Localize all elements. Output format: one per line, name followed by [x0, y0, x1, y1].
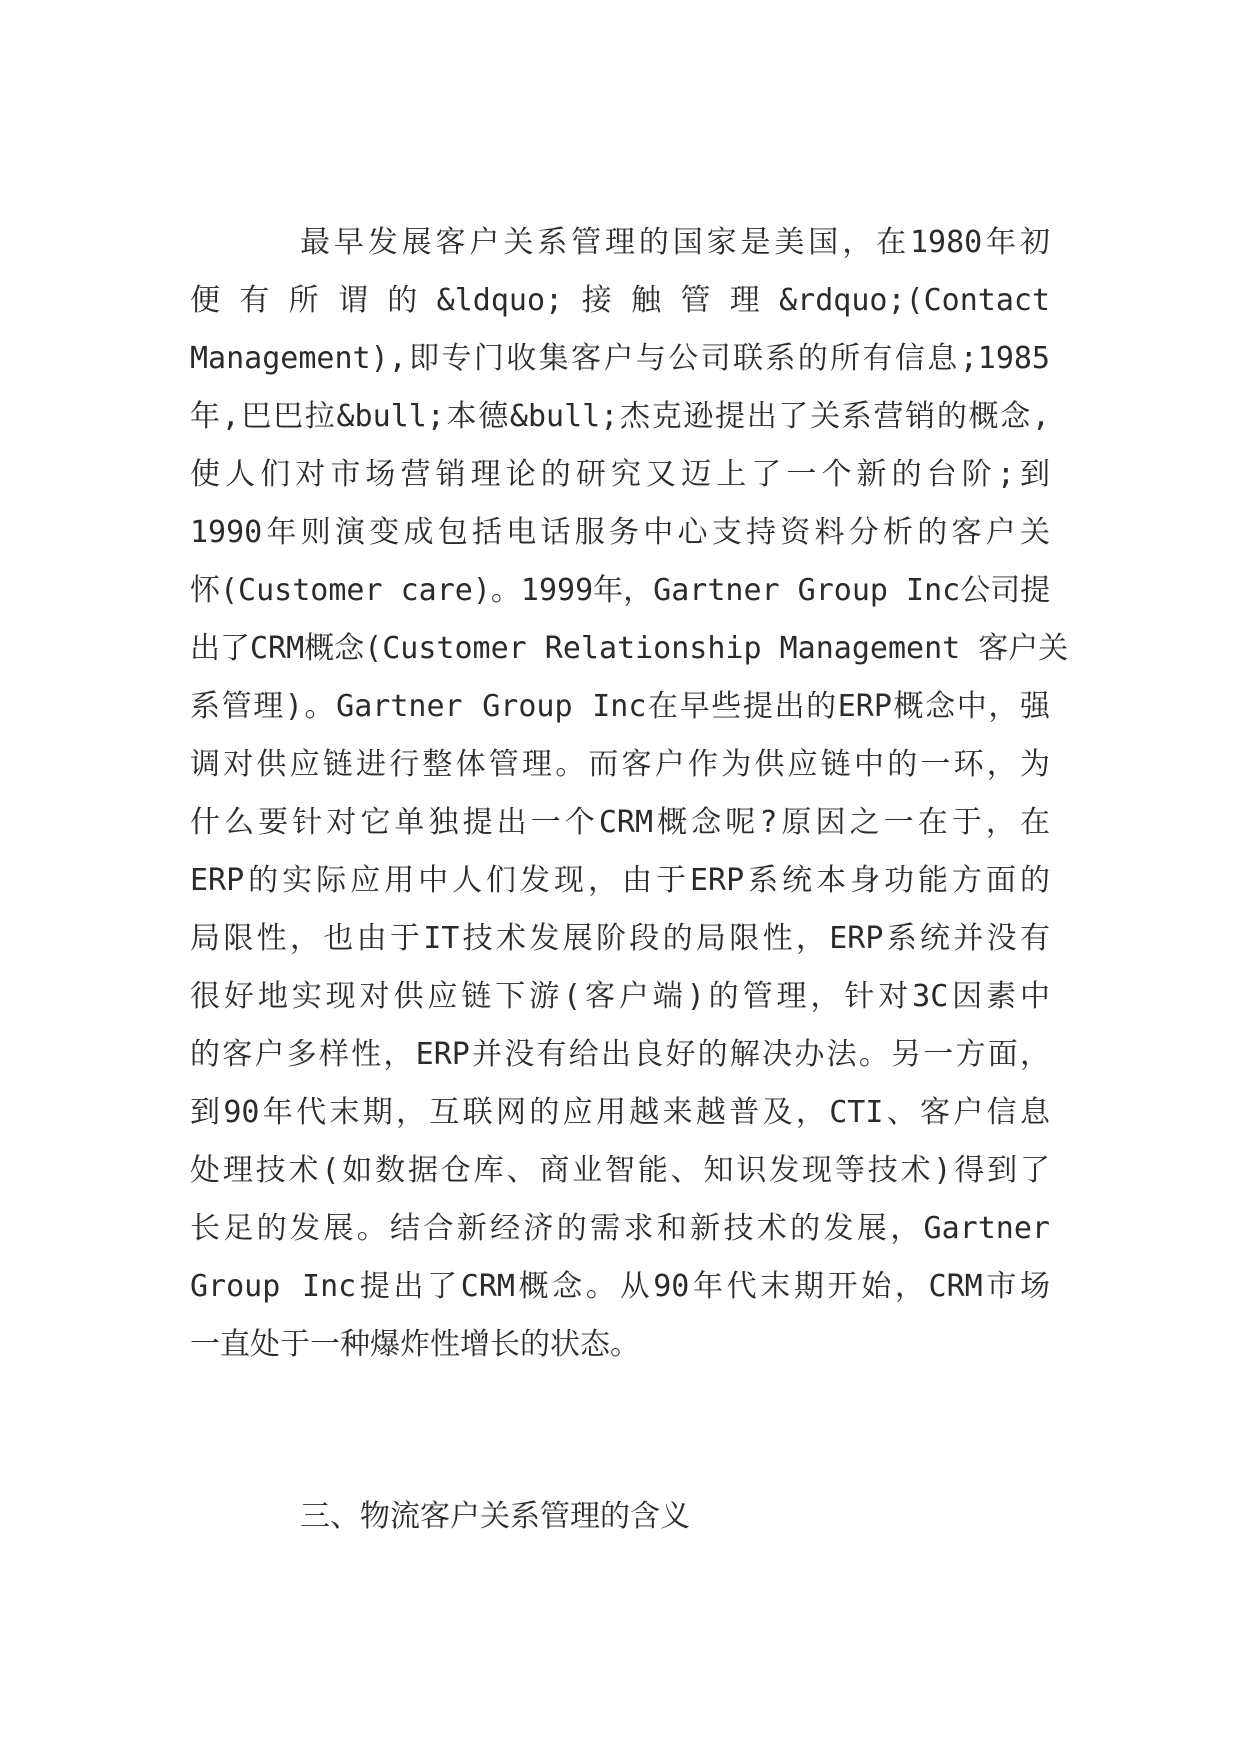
paragraph-line: ERP的实际应用中人们发现，由于ERP系统本身功能方面的	[190, 863, 1050, 898]
paragraph-line: 1990年则演变成包括电话服务中心支持资料分析的客户关	[190, 515, 1050, 550]
paragraph-line: 很好地实现对供应链下游(客户端)的管理，针对3C因素中	[190, 979, 1050, 1014]
paragraph-line: 处理技术(如数据仓库、商业智能、知识发现等技术)得到了	[190, 1153, 1050, 1188]
paragraph-line: Management),即专门收集客户与公司联系的所有信息;1985	[190, 341, 1050, 376]
paragraph-line: 调对供应链进行整体管理。而客户作为供应链中的一环，为	[190, 747, 1050, 782]
paragraph-line: 怀(Customer care)。1999年，Gartner Group Inc公司提	[190, 573, 1051, 608]
paragraph-line: 什么要针对它单独提出一个CRM概念呢?原因之一在于，在	[190, 805, 1050, 840]
paragraph-line: 年,巴巴拉&bull;本德&bull;杰克逊提出了关系营销的概念,	[190, 399, 1050, 434]
body-paragraph	[190, 214, 1069, 1374]
paragraph-line: 一直处于一种爆炸性增长的状态。	[190, 1327, 640, 1362]
paragraph-line: 系管理)。Gartner Group Inc在早些提出的ERP概念中，强	[190, 689, 1050, 724]
section-heading: 三、物流客户关系管理的含义	[300, 1499, 690, 1534]
paragraph-line: 便 有 所 谓 的 &ldquo; 接 触 管 理 &rdquo;(Contact	[190, 283, 1050, 318]
paragraph-line: 出了CRM概念(Customer Relationship Management 客户关	[190, 631, 1069, 666]
paragraph-line: 使人们对市场营销理论的研究又迈上了一个新的台阶;到	[190, 457, 1050, 492]
paragraph-line: 到90年代末期，互联网的应用越来越普及，CTI、客户信息	[190, 1095, 1050, 1130]
paragraph-line: 长足的发展。结合新经济的需求和新技术的发展，Gartner	[190, 1211, 1050, 1246]
paragraph-line: 局限性，也由于IT技术发展阶段的局限性，ERP系统并没有	[190, 921, 1050, 956]
paragraph-line: 最早发展客户关系管理的国家是美国，在1980年初	[300, 225, 1050, 260]
paragraph-line: 的客户多样性，ERP并没有给出良好的解决办法。另一方面，	[190, 1037, 1050, 1072]
paragraph-line: Group Inc提出了CRM概念。从90年代末期开始，CRM市场	[190, 1269, 1050, 1304]
